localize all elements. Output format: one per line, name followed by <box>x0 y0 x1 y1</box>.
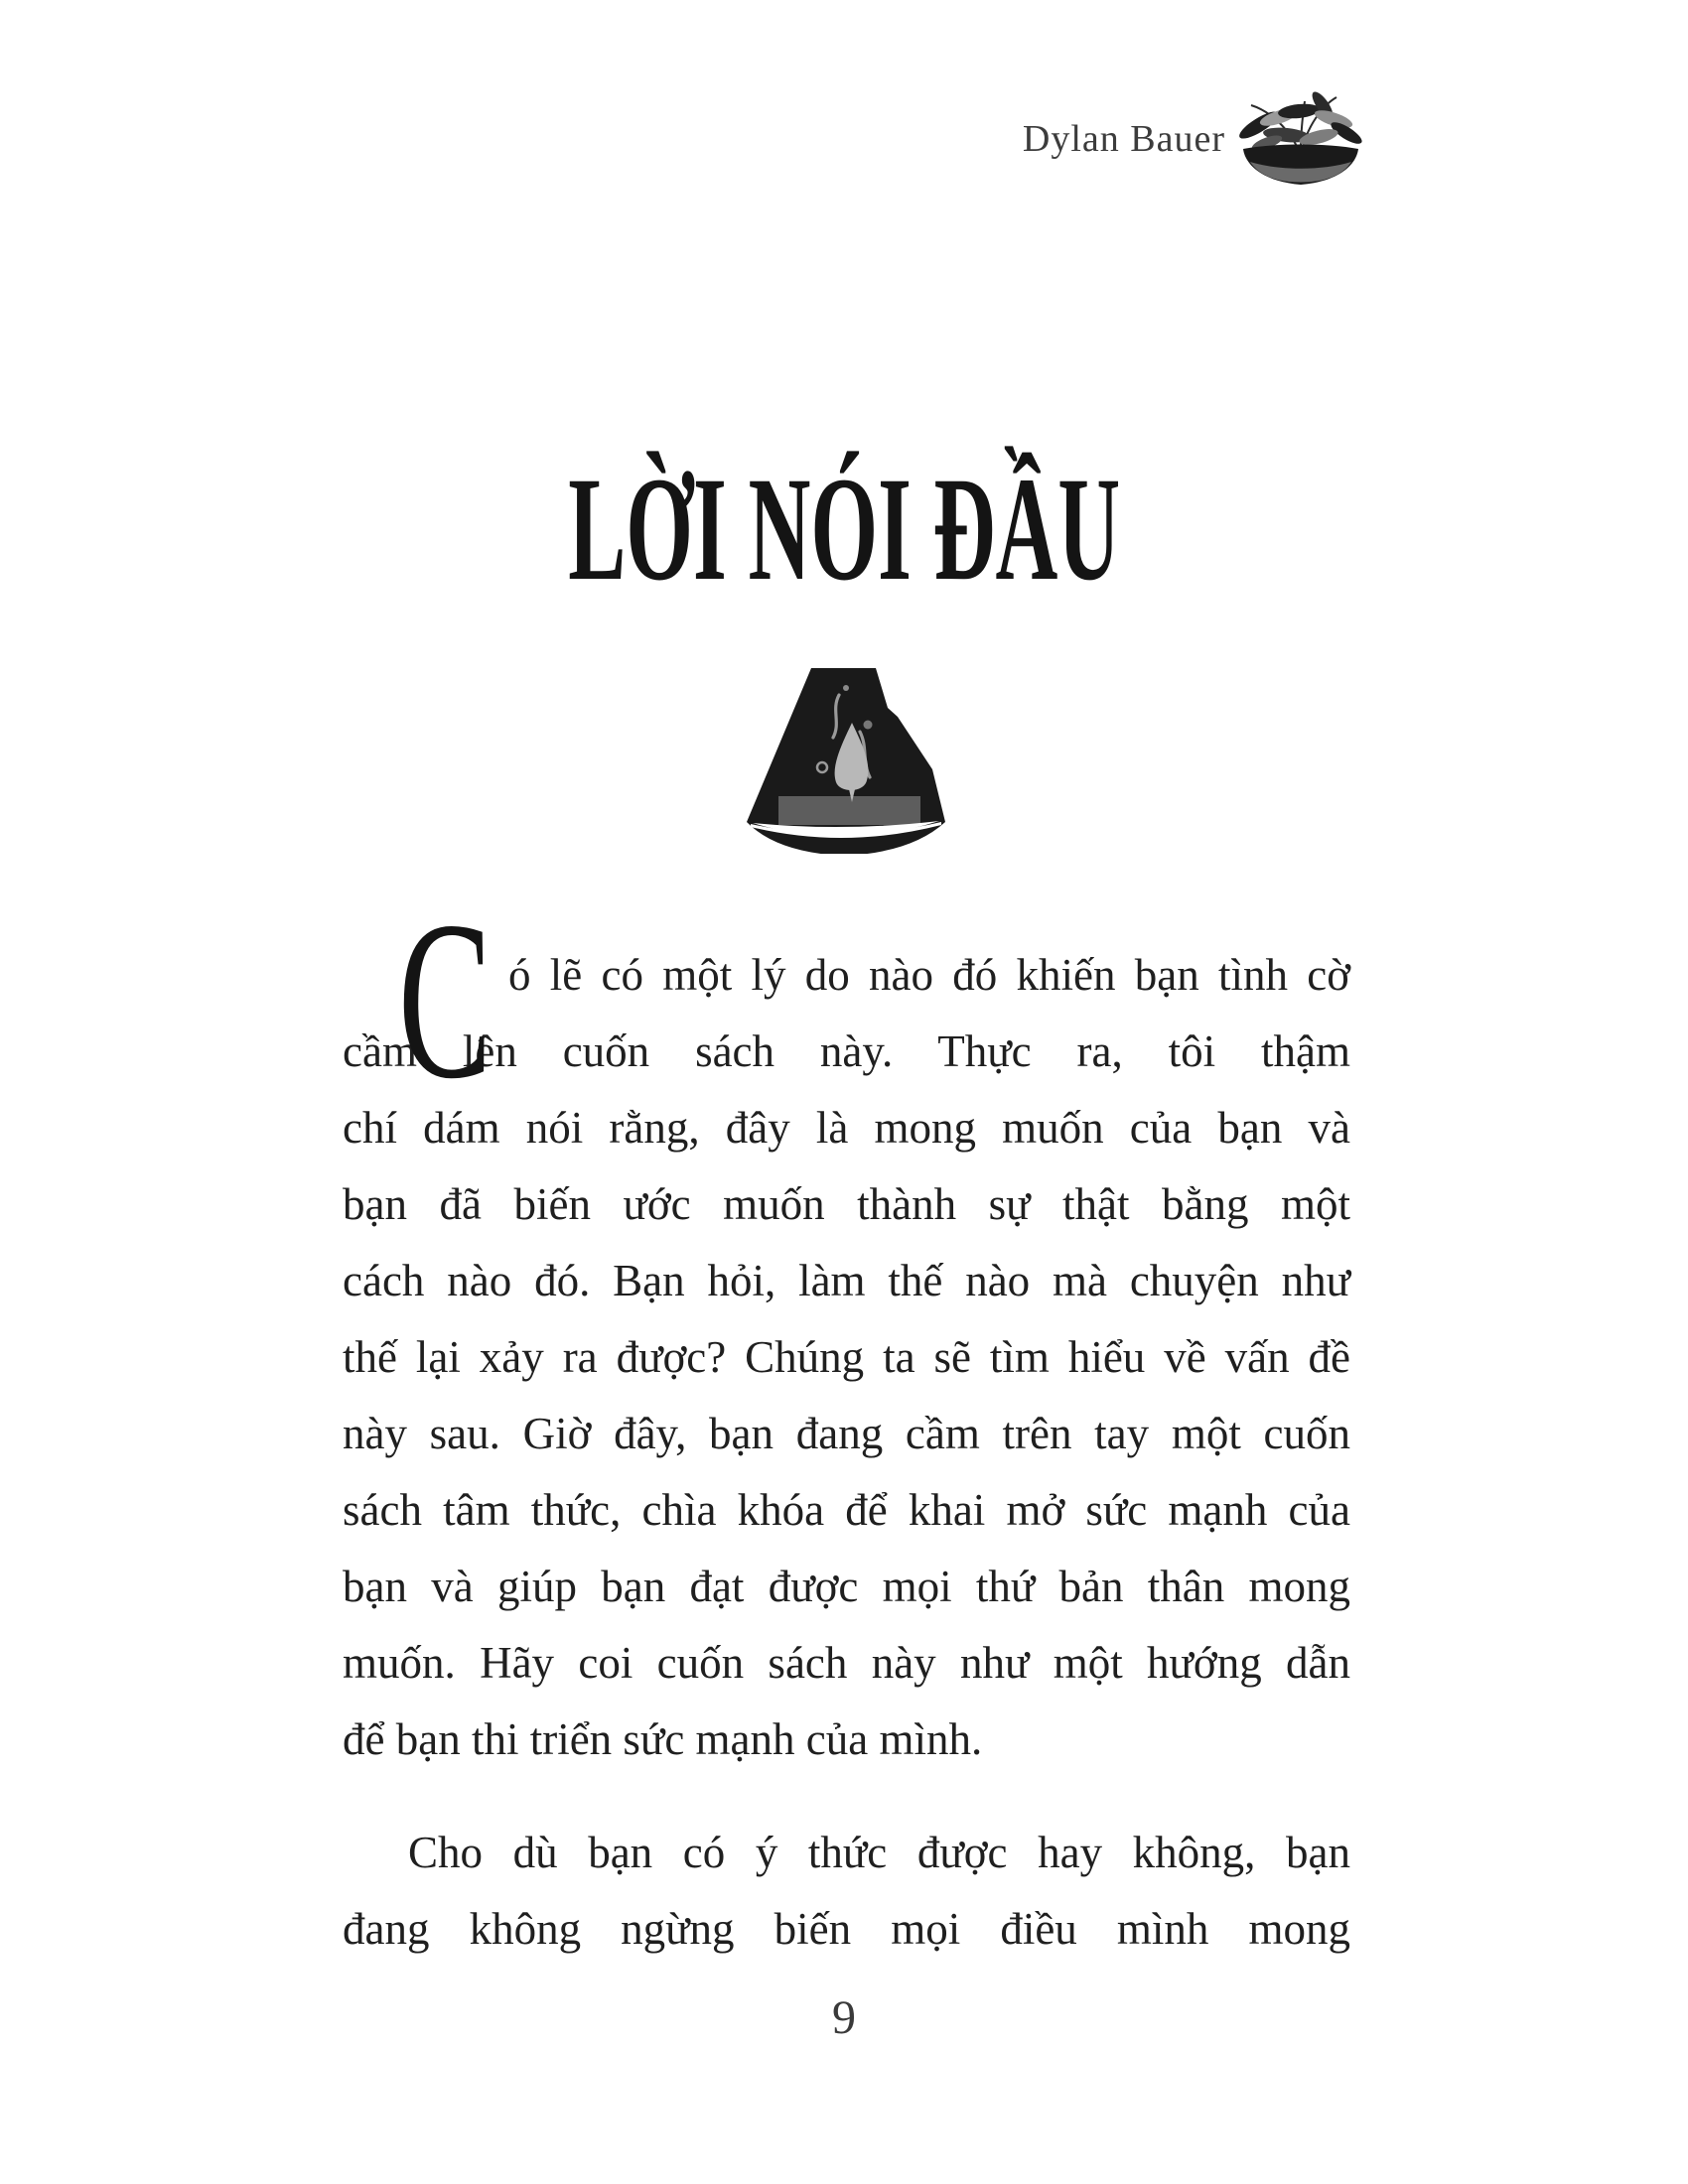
text-line: để bạn thi triển sức mạnh của mình. <box>343 1714 983 1764</box>
paragraph-1 <box>343 876 1350 1778</box>
text-line: chí dám nói rằng, đây là mong muốn của bạn và <box>343 1103 1350 1153</box>
chapter-title: LỜI NÓI ĐẦU <box>568 447 1120 612</box>
text-line: muốn. Hãy coi cuốn sách này như một hướng dẫn <box>343 1638 1350 1688</box>
plant-bowl-icon <box>1231 91 1370 193</box>
drop-cap: C <box>398 876 492 1126</box>
text-line: này sau. Giờ đây, bạn đang cầm trên tay một cuốn <box>343 1409 1350 1458</box>
text-line: bạn và giúp bạn đạt được mọi thứ bản thân mong <box>343 1562 1350 1611</box>
text-line: đang không ngừng biến mọi điều mình mong <box>343 1904 1350 1954</box>
text-line: cầm lên cuốn sách này. Thực ra, tôi thậm <box>343 1026 1350 1076</box>
text-line: sách tâm thức, chìa khóa để khai mở sức mạnh của <box>343 1485 1350 1535</box>
page-header <box>1023 87 1370 197</box>
paragraph-2 <box>343 1815 1350 1968</box>
text-line: ó lẽ có một lý do nào đó khiến bạn tình cờ <box>508 950 1350 1000</box>
author-name: Dylan Bauer <box>1022 118 1225 160</box>
page-number: 9 <box>832 1991 856 2044</box>
text-line: thế lại xảy ra được? Chúng ta sẽ tìm hiểu về vấn đề <box>343 1332 1350 1382</box>
body-text <box>343 876 1350 1968</box>
text-line: bạn đã biến ước muốn thành sự thật bằng một <box>343 1179 1350 1229</box>
text-line: cách nào đó. Bạn hỏi, làm thế nào mà chuyện như <box>343 1256 1350 1305</box>
candle-flame-ornament-icon <box>737 640 951 854</box>
text-line: Cho dù bạn có ý thức được hay không, bạn <box>408 1828 1350 1877</box>
